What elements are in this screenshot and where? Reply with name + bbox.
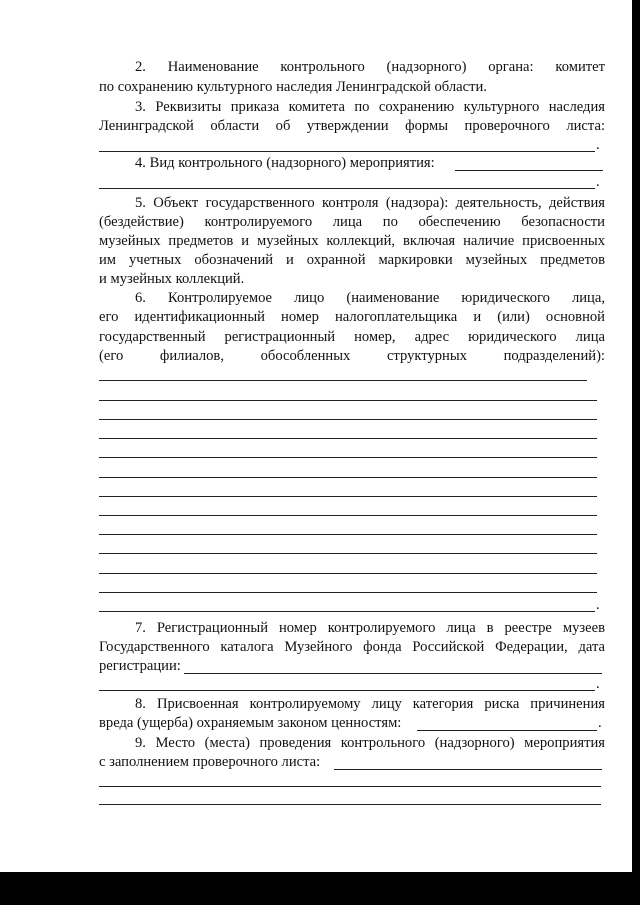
item-6-fill-line-12 [99,592,597,593]
item-6-fill-line-11 [99,573,597,574]
item-3-period: . [596,137,600,153]
item-8-line-1: 8. Присвоенная контролируемому лицу категория риска причинения [135,696,605,712]
item-6-fill-line-3 [99,419,597,420]
item-9-line-1: 9. Место (места) проведения контрольного (надзорного) мероприятия [135,735,605,751]
item-6-line-3: государственный регистрационный номер, адрес юридического лица [99,329,605,345]
item-8-fill-line [417,730,597,731]
item-5-line-5: и музейных коллекций. [99,271,245,287]
item-6-line-4: (его филиалов, обособленных структурных подразделений): [99,348,605,364]
item-6-period: . [596,597,600,613]
item-7-fill-line-1 [184,673,602,674]
item-9-fill-line-3 [99,804,601,805]
item-6-line-1: 6. Контролируемое лицо (наименование юридического лица, [135,290,605,306]
item-6-fill-line-7 [99,496,597,497]
item-6-fill-line-1 [99,380,587,381]
item-7-line-3: регистрации: [99,658,181,674]
item-5-line-1: 5. Объект государственного контроля (надзора): деятельность, действия [135,195,605,211]
item-5-line-3: музейных предметов и музейных коллекций, включая наличие присвоенных [99,233,605,249]
item-7-fill-line-2 [99,690,595,691]
item-9-line-2: с заполнением проверочного листа: [99,754,321,770]
item-3-line-1: 3. Реквизиты приказа комитета по сохранению культурного наследия [135,99,605,115]
item-5-line-2: (бездействие) контролируемого лица по обеспечению безопасности [99,214,605,230]
item-9-fill-line-2 [99,786,601,787]
item-6-line-2: его идентификационный номер налогоплательщика и (или) основной [99,309,605,325]
item-3-line-2: Ленинградской области об утверждении формы проверочного листа: [99,118,605,134]
item-6-fill-line-6 [99,477,597,478]
item-7-line-1: 7. Регистрационный номер контролируемого лица в реестре музеев [135,620,605,636]
item-7-line-2: Государственного каталога Музейного фонда Российской Федерации, дата [99,639,605,655]
item-2-line-2: по сохранению культурного наследия Ленинградской области. [99,79,487,95]
item-8-period: . [598,715,602,731]
item-4-fill-line-1 [455,170,603,171]
item-9-fill-line-1 [334,769,602,770]
item-6-fill-line-9 [99,534,597,535]
scan-edge-bottom [0,872,640,905]
item-6-fill-line-13 [99,611,595,612]
item-6-fill-line-4 [99,438,597,439]
item-4-period: . [596,174,600,190]
item-6-fill-line-8 [99,515,597,516]
item-3-fill-line [99,151,595,152]
item-7-period: . [596,676,600,692]
item-5-line-4: им учетных обозначений и охранной маркировки музейных предметов [99,252,605,268]
item-6-fill-line-2 [99,400,597,401]
item-8-line-2: вреда (ущерба) охраняемым законом ценностям: [99,715,402,731]
item-2-line-1: 2. Наименование контрольного (надзорного) органа: комитет [135,59,605,75]
scan-edge-right [632,0,640,905]
item-4-line-1: 4. Вид контрольного (надзорного) мероприятия: [135,155,435,171]
item-4-fill-line-2 [99,188,595,189]
item-6-fill-line-10 [99,553,597,554]
item-6-fill-line-5 [99,457,597,458]
